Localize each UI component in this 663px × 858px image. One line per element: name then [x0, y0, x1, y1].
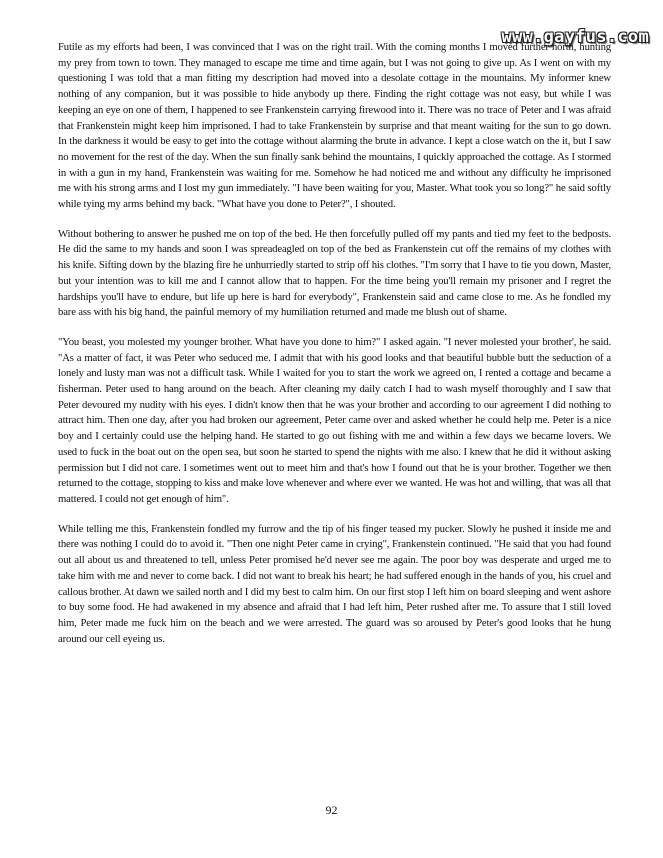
paragraph-2: Without bothering to answer he pushed me on top of the bed. He then forcefully pulled off my pants and tied my feet to the bedposts. He did the same to my hands and soon I was spreadeagled on top of the bed as Frankenstein cut off the remains of my clothes with his knife. Sifting down by the blazing fire he unhurriedly started to strip off his clothes. "I'm sorry that I have to tie you down, Master, but your intention was to kill me and I cannot allow that to happen. For the time being you'll remain my prisoner and I regret the hardships you'll have to endure, but life up here is hard for everybody", Frankenstein said and came close to me. As he fondled my bare ass with his big hand, the painful memory of my humiliation returned and made me blush out of shame.	[58, 227, 611, 319]
paragraph-3: "You beast, you molested my younger brother. What have you done to him?" I asked again. "I never molested your brother', he said. "As a matter of fact, it was Peter who seduced me. I admit that with his good looks and that beautiful bubble butt the seduction of a lonely and lusty man was not a difficult task. While I waited for you to start the work we agreed on, I rented a cottage and became a fisherman. Peter used to hang around on the beach. After cleaning my daily catch I had to wash myself thoroughly and I saw that Peter devoured my nudity with his eyes. I didn't know then that he was your brother and according to our agreement I did nothing to attract him. Then one day, after you had broken our agreement, Peter came over and asked whether he could help me. Peter is a nice boy and I certainly could use the helping hand. He started to go out fishing with me and within a few days we became lovers. We used to fuck in the boat out on the open sea, but soon he started to spend the nights with me also. I knew that he did it without asking permission but I did not care. I sometimes went out to meet him and that's how I found out that he is your brother. Together we then returned to the cottage, stopping to kiss and make love whenever and where ever we wanted. He was hot and willing, that was all that mattered. I could not get enough of him".	[58, 335, 611, 505]
page-number: 92	[325, 803, 338, 817]
paragraph-4: While telling me this, Frankenstein fondled my furrow and the tip of his finger teased my pucker. Slowly he pushed it inside me and there was nothing I could do to avoid it. "Then one night Peter came in crying", Frankenstein continued. "He said that you had found out all about us and threatened to tell, unless Peter promised he'd never see me again. The poor boy was desperate and urged me to take him with me and never to come back. I did not want to break his heart; he had suffered enough in the hands of you, his cruel and callous brother. At dawn we sailed north and I did my best to calm him. On our first stop I left him on board sleeping and went ashore to buy some food. He had awakened in my absence and afraid that I had left him, Peter rushed after me. To assure that I still loved him, Peter made me fuck him on the beach and we were arrested. The guard was so aroused by Peter's good looks that he hung around our cell eyeing us.	[58, 522, 611, 645]
paragraph-1: Futile as my efforts had been, I was convinced that I was on the right trail. With the coming months I moved further north, hunting my prey from town to town. They managed to escape me time and time again, but I was not going to give up. As I went on with my questioning I was told that a man fitting my description had moved into a desolate cottage in the mountains. My informer knew nothing of any companion, but it was possible to hide anybody up there. Finding the right cottage was not easy, but while I was keeping an eye on one of them, I happened to see Frankenstein carrying firewood into it. There was no trace of Peter and I was afraid that Frankenstein might keep him imprisoned. I had to take Frankenstein by surprise and that meant waiting for the sun to go down. In the darkness it would be easy to get into the cottage without alarming the brute in advance. I kept a close watch on the it, but I saw no movement for the rest of the day. When the sun finally sank behind the mountains, I quickly approached the cottage. As I stormed in with a gun in my hand, Frankenstein was waiting for me. Somehow he had noticed me and without any difficulty he imprisoned me with his strong arms and I lost my gun immediately. "I have been waiting for you, Master. What took you so long?" he said softly while tying my arms behind my back. "What have you done to Peter?", I shouted.	[58, 41, 611, 211]
document-page	[58, 40, 611, 661]
watermark: www.gayfus.com	[501, 27, 649, 47]
